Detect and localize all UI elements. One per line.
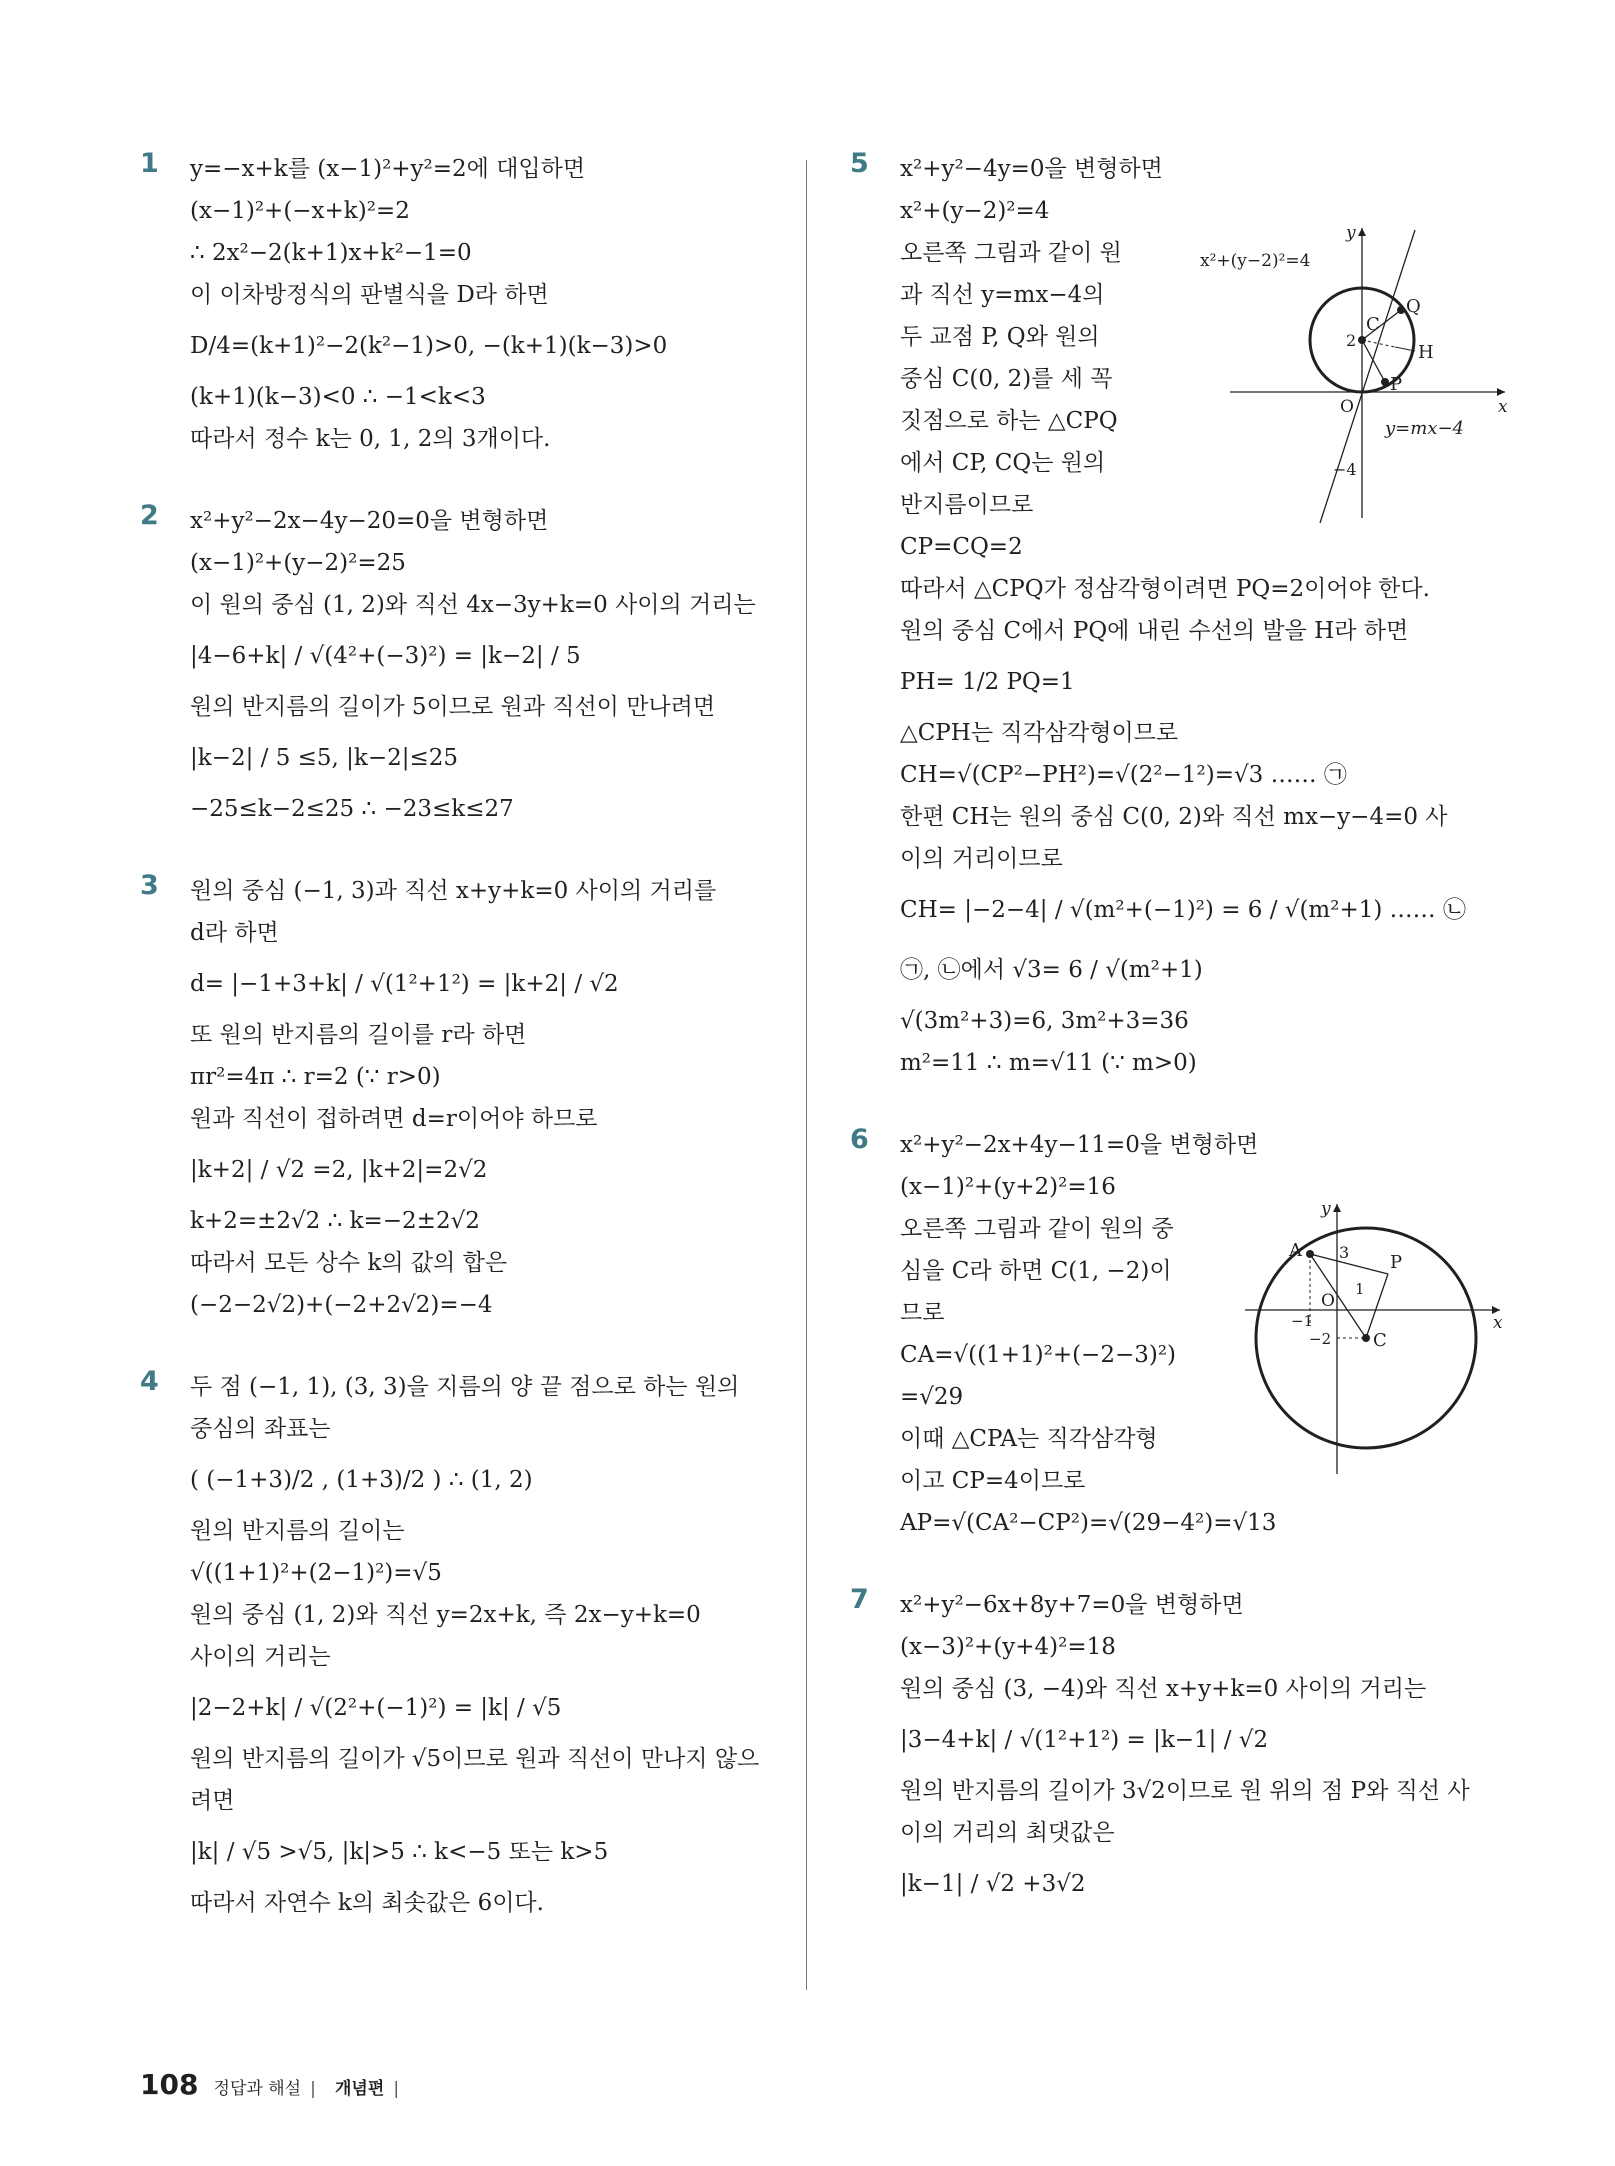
solution-line: 오른쪽 그림과 같이 원의 중	[900, 1216, 1174, 1242]
solution-line: 중심 C(0, 2)를 세 꼭	[900, 366, 1113, 392]
solution-line: 이 원의 중심 (1, 2)와 직선 4x−3y+k=0 사이의 거리는	[190, 592, 756, 618]
solution-line: 따라서 자연수 k의 최솟값은 6이다.	[190, 1890, 544, 1916]
figure-tick-1: 1	[1355, 1280, 1365, 1298]
left-column	[140, 148, 780, 1924]
figure-axis-x: x	[1498, 397, 1508, 417]
solution-line: 따라서 모든 상수 k의 값의 합은	[190, 1250, 508, 1276]
solution-line: ㉠, ㉡에서 √3= 6 / √(m²+1)	[900, 957, 1203, 983]
solution-line: 이때 △CPA는 직각삼각형	[900, 1426, 1158, 1452]
figure-origin: O	[1340, 397, 1354, 417]
figure-tick-neg2: −2	[1309, 1330, 1332, 1348]
figure-equation: x²+(y−2)²=4	[1200, 251, 1311, 271]
solution-line: k+2=±2√2 ∴ k=−2±2√2	[190, 1208, 480, 1234]
right-column	[850, 148, 1508, 1914]
footer-separator: |	[393, 2079, 400, 2099]
solution-line: |4−6+k| / √(4²+(−3)²) = |k−2| / 5	[190, 643, 581, 669]
solution-line: |k+2| / √2 =2, |k+2|=2√2	[190, 1157, 488, 1183]
solution-line: 원과 직선이 접하려면 d=r이어야 하므로	[190, 1106, 598, 1132]
solution-line: 사이의 거리는	[190, 1644, 331, 1670]
solution-line: m²=11 ∴ m=√11 (∵ m>0)	[900, 1050, 1197, 1076]
book-title: 정답과 해설	[213, 2079, 302, 2099]
solution-line: 원의 중심 (3, −4)와 직선 x+y+k=0 사이의 거리는	[900, 1676, 1427, 1702]
solution-line: 또 원의 반지름의 길이를 r라 하면	[190, 1022, 527, 1048]
figure-line-label: y=mx−4	[1385, 418, 1465, 439]
solution-line: 므로	[900, 1300, 945, 1326]
problem-number: 4	[140, 1366, 159, 1397]
solution-line: 에서 CP, CQ는 원의	[900, 450, 1106, 476]
solution-line: x²+y²−4y=0을 변형하면	[900, 156, 1163, 182]
solution-line: (x−1)²+(y+2)²=16	[900, 1174, 1116, 1200]
column-divider	[806, 160, 807, 1990]
solution-line: 심을 C라 하면 C(1, −2)이	[900, 1258, 1172, 1284]
solution-line: √(3m²+3)=6, 3m²+3=36	[900, 1008, 1189, 1034]
solution-line: x²+(y−2)²=4	[900, 198, 1050, 224]
solution-line: πr²=4π ∴ r=2 (∵ r>0)	[190, 1064, 441, 1090]
solution-line: 반지름이므로	[900, 492, 1034, 518]
solution-line: =√29	[900, 1384, 964, 1410]
solution-line: 원의 중심 (−1, 3)과 직선 x+y+k=0 사이의 거리를	[190, 878, 717, 904]
figure-point-C: C	[1373, 1330, 1387, 1351]
problem-4	[140, 1366, 780, 1924]
figure-tick-3: 3	[1339, 1243, 1350, 1262]
figure-axis-y: y	[1346, 223, 1356, 243]
figure-point-C: C	[1366, 314, 1380, 335]
solution-line: CP=CQ=2	[900, 534, 1023, 560]
solution-line: 오른쪽 그림과 같이 원	[900, 240, 1122, 266]
solution-line: CH= |−2−4| / √(m²+(−1)²) = 6 / √(m²+1) …… ㉡	[900, 897, 1466, 923]
problem-number: 7	[850, 1584, 869, 1615]
solution-line: x²+y²−2x+4y−11=0을 변형하면	[900, 1132, 1259, 1158]
figure-axis-x: x	[1493, 1313, 1503, 1333]
problem-number: 2	[140, 500, 159, 531]
figure-axis-y: y	[1321, 1199, 1331, 1219]
figure-point-H: H	[1418, 342, 1434, 363]
solution-line: y=−x+k를 (x−1)²+y²=2에 대입하면	[190, 156, 586, 182]
solution-line: 짓점으로 하는 △CPQ	[900, 408, 1118, 434]
page-footer	[140, 2068, 403, 2101]
problem-number: 5	[850, 148, 869, 179]
solution-line: ∴ 2x²−2(k+1)x+k²−1=0	[190, 240, 472, 266]
figure-origin: O	[1321, 1291, 1335, 1311]
problem-3	[140, 870, 780, 1326]
solution-line: △CPH는 직각삼각형이므로	[900, 720, 1179, 746]
solution-line: d= |−1+3+k| / √(1²+1²) = |k+2| / √2	[190, 971, 619, 997]
problem-7	[850, 1584, 1490, 1914]
solution-line: √((1+1)²+(2−1)²)=√5	[190, 1560, 442, 1586]
problem-5	[850, 148, 1508, 1084]
problem-number: 3	[140, 870, 159, 901]
solution-line: x²+y²−6x+8y+7=0을 변형하면	[900, 1592, 1244, 1618]
solution-line: 원의 반지름의 길이가 √5이므로 원과 직선이 만나지 않으	[190, 1746, 760, 1772]
solution-line: (x−3)²+(y+4)²=18	[900, 1634, 1116, 1660]
solution-line: ( (−1+3)/2 , (1+3)/2 ) ∴ (1, 2)	[190, 1467, 533, 1493]
figure-point-P: P	[1390, 1252, 1403, 1273]
solution-line: (k+1)(k−3)<0 ∴ −1<k<3	[190, 384, 486, 410]
problem-number: 1	[140, 148, 159, 179]
solution-line: 이 이차방정식의 판별식을 D라 하면	[190, 282, 549, 308]
solution-line: x²+y²−2x−4y−20=0을 변형하면	[190, 508, 549, 534]
solution-line: 두 교점 P, Q와 원의	[900, 324, 1100, 350]
solution-line: (x−1)²+(−x+k)²=2	[190, 198, 410, 224]
solution-line: 원의 중심 (1, 2)와 직선 y=2x+k, 즉 2x−y+k=0	[190, 1602, 701, 1628]
figure-tick-neg4: −4	[1333, 460, 1357, 479]
solution-line: 따라서 정수 k는 0, 1, 2의 3개이다.	[190, 426, 551, 452]
solution-line: |k−2| / 5 ≤5, |k−2|≤25	[190, 745, 459, 771]
solution-line: 원의 반지름의 길이는	[190, 1518, 405, 1544]
solution-line: (x−1)²+(y−2)²=25	[190, 550, 406, 576]
solution-line: 원의 반지름의 길이가 3√2이므로 원 위의 점 P와 직선 사	[900, 1778, 1470, 1804]
solution-line: PH= 1/2 PQ=1	[900, 669, 1075, 695]
solution-line: 과 직선 y=mx−4의	[900, 282, 1105, 308]
solution-line: 한편 CH는 원의 중심 C(0, 2)와 직선 mx−y−4=0 사	[900, 804, 1448, 830]
solution-line: −25≤k−2≤25 ∴ −23≤k≤27	[190, 796, 514, 822]
solution-line: 이의 거리이므로	[900, 846, 1063, 872]
solution-line: 원의 중심 C에서 PQ에 내린 수선의 발을 H라 하면	[900, 618, 1409, 644]
problem-6	[850, 1124, 1503, 1544]
circle-line-figure	[1200, 218, 1520, 528]
figure-point-A: A	[1289, 1240, 1302, 1261]
solution-line: D/4=(k+1)²−2(k²−1)>0, −(k+1)(k−3)>0	[190, 333, 668, 359]
problem-2	[140, 500, 780, 830]
solution-line: |k| / √5 >√5, |k|>5 ∴ k<−5 또는 k>5	[190, 1839, 609, 1865]
figure-tick-2: 2	[1346, 331, 1357, 350]
figure-point-Q: Q	[1406, 296, 1421, 317]
solution-line: 따라서 △CPQ가 정삼각형이려면 PQ=2이어야 한다.	[900, 576, 1430, 602]
solution-line: AP=√(CA²−CP²)=√(29−4²)=√13	[900, 1510, 1277, 1536]
solution-line: 이고 CP=4이므로	[900, 1468, 1086, 1494]
solution-line: 두 점 (−1, 1), (3, 3)을 지름의 양 끝 점으로 하는 원의	[190, 1374, 740, 1400]
footer-separator: |	[310, 2079, 316, 2099]
page-number: 108	[140, 2068, 199, 2101]
solution-line: (−2−2√2)+(−2+2√2)=−4	[190, 1292, 493, 1318]
solution-line: CH=√(CP²−PH²)=√(2²−1²)=√3 …… ㉠	[900, 762, 1347, 788]
solution-line: 려면	[190, 1788, 235, 1814]
solution-line: 중심의 좌표는	[190, 1416, 331, 1442]
solution-line: CA=√((1+1)²+(−2−3)²)	[900, 1342, 1177, 1368]
solution-line: 이의 거리의 최댓값은	[900, 1820, 1115, 1846]
solution-line: |k−1| / √2 +3√2	[900, 1871, 1086, 1897]
figure-point-P: P	[1390, 374, 1403, 395]
figure-tick-neg1: −1	[1291, 1312, 1314, 1330]
solution-line: 원의 반지름의 길이가 5이므로 원과 직선이 만나려면	[190, 694, 716, 720]
solution-line: d라 하면	[190, 920, 279, 946]
problem-1	[140, 148, 780, 460]
solution-line: |2−2+k| / √(2²+(−1)²) = |k| / √5	[190, 1695, 562, 1721]
solution-line: |3−4+k| / √(1²+1²) = |k−1| / √2	[900, 1727, 1269, 1753]
section-title: 개념편	[334, 2079, 385, 2099]
circle-tangent-figure	[1225, 1194, 1515, 1484]
problem-number: 6	[850, 1124, 869, 1155]
